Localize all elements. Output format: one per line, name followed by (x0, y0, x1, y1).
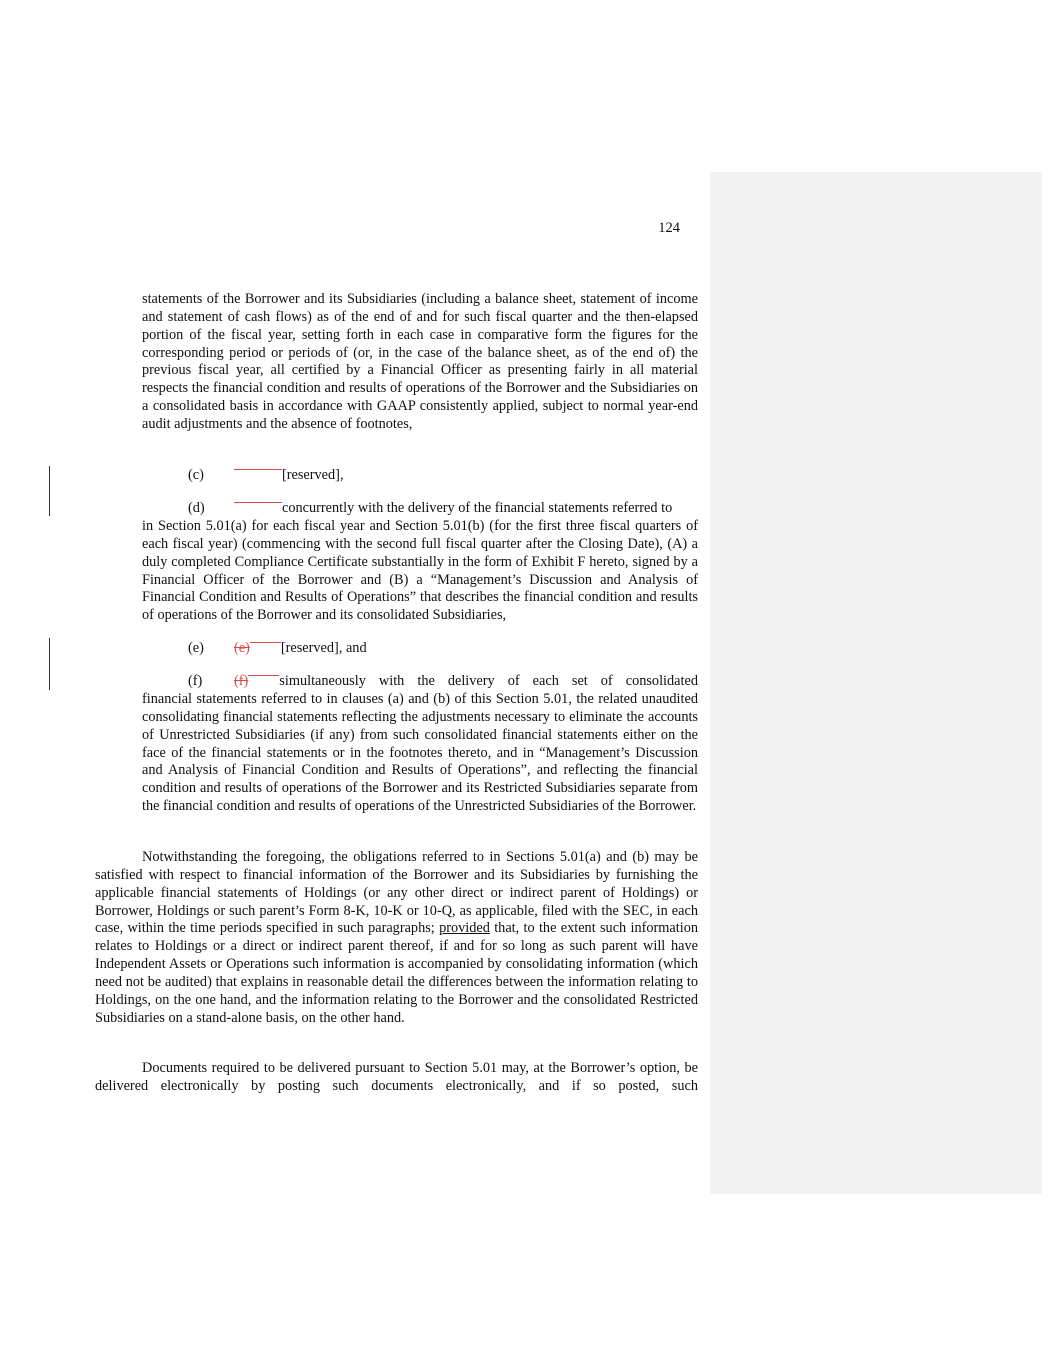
item-e-label: (e) (188, 640, 204, 656)
change-bar (49, 466, 50, 516)
item-d-first-text: concurrently with the delivery of the financial statements referred to (282, 500, 673, 516)
paragraph-notwithstanding (95, 849, 698, 1027)
paragraph-documents: Documents required to be delivered pursuant to Section 5.01 may, at the Borrower’s option, be delivered electronically by posting such documents electronically, and if so posted, such (95, 1060, 698, 1094)
item-c-label: (c) (188, 467, 204, 483)
provided-term: provided (439, 920, 490, 937)
page-number: 124 (658, 220, 680, 236)
item-e (188, 640, 367, 658)
item-e-text: [reserved], and (280, 640, 367, 656)
item-c (188, 467, 344, 485)
deleted-tab-mark (248, 675, 279, 684)
item-e-deleted-label: (e) (234, 640, 250, 656)
comment-pane (710, 172, 1042, 1194)
item-d-first-line (188, 500, 672, 518)
change-bar (49, 638, 50, 690)
item-f-first-text: simultaneously with the delivery of each set of consolidated (279, 673, 698, 689)
deleted-tab-mark (250, 642, 281, 651)
notwithstanding-text-b: that, to the extent such information relates to Holdings or a direct or indirect parent thereof, if and for so long as such parent will have Independent Assets or Operations such information is accompanied by consolidating information (which need not be audited) that explains in reasonable detail the differences between the information relating to Holdings, on the one hand, and the information relating to the Borrower and the consolidated Restricted Subsidiaries on a stand-alone basis, on the other hand. (95, 920, 698, 1026)
item-f-deleted-label: (f) (234, 673, 249, 689)
deleted-tab-mark (234, 502, 282, 511)
item-c-text: [reserved], (282, 467, 344, 483)
item-d-label: (d) (188, 500, 205, 516)
item-d-text: in Section 5.01(a) for each fiscal year and Section 5.01(b) (for the first three fiscal quarters of each fiscal year) (commencing with the second full fiscal quarter after the Closing Date), (A) a duly completed Compliance Certificate substantially in the form of Exhibit F hereto, signed by a Financial Officer of the Borrower and (B) a “Management’s Discussion and Analysis of Financial Condition and Results of Operations” that describes the financial condition and results of operations of the Borrower and its consolidated Subsidiaries, (142, 518, 698, 624)
item-f-first-line (188, 673, 698, 691)
paragraph-financial-statements: statements of the Borrower and its Subsidiaries (including a balance sheet, statement of income and statement of cash flows) as of the end of and for such fiscal quarter and the then-elapsed portion of the fiscal year, setting forth in each case in comparative form the figures for the corresponding period or periods of (or, in the case of the balance sheet, as of the end of) the previous fiscal year, all certified by a Financial Officer as presenting fairly in all material respects the financial condition and results of operations of the Borrower and the Subsidiaries on a consolidated basis in accordance with GAAP consistently applied, subject to normal year-end audit adjustments and the absence of footnotes, (142, 291, 698, 432)
item-f-label: (f) (188, 673, 203, 689)
deleted-tab-mark (234, 469, 282, 478)
notwithstanding-text-a: Notwithstanding the foregoing, the obligations referred to in Sections 5.01(a) and (b) may be satisfied with respect to financial information of the Borrower and its Subsidiaries by furnishing the applicable financial statements of Holdings (or any other direct or indirect parent of Holdings) or Borrower, Holdings or such parent’s Form 8-K, 10-K or 10-Q, as applicable, filed with the SEC, in each case, within the time periods specified in such paragraphs; (95, 849, 698, 937)
item-f-text: financial statements referred to in clauses (a) and (b) of this Section 5.01, the related unaudited consolidating financial statements reflecting the adjustments necessary to eliminate the accounts of Unrestricted Subsidiaries (if any) from such consolidated financial statements either on the face of the financial statements or in the footnotes thereto, and in “Management’s Discussion and Analysis of Financial Condition and Results of Operations”, and reflecting the financial condition and results of operations of the Borrower and its Restricted Subsidiaries separate from the financial condition and results of operations of the Unrestricted Subsidiaries of the Borrower. (142, 691, 698, 815)
